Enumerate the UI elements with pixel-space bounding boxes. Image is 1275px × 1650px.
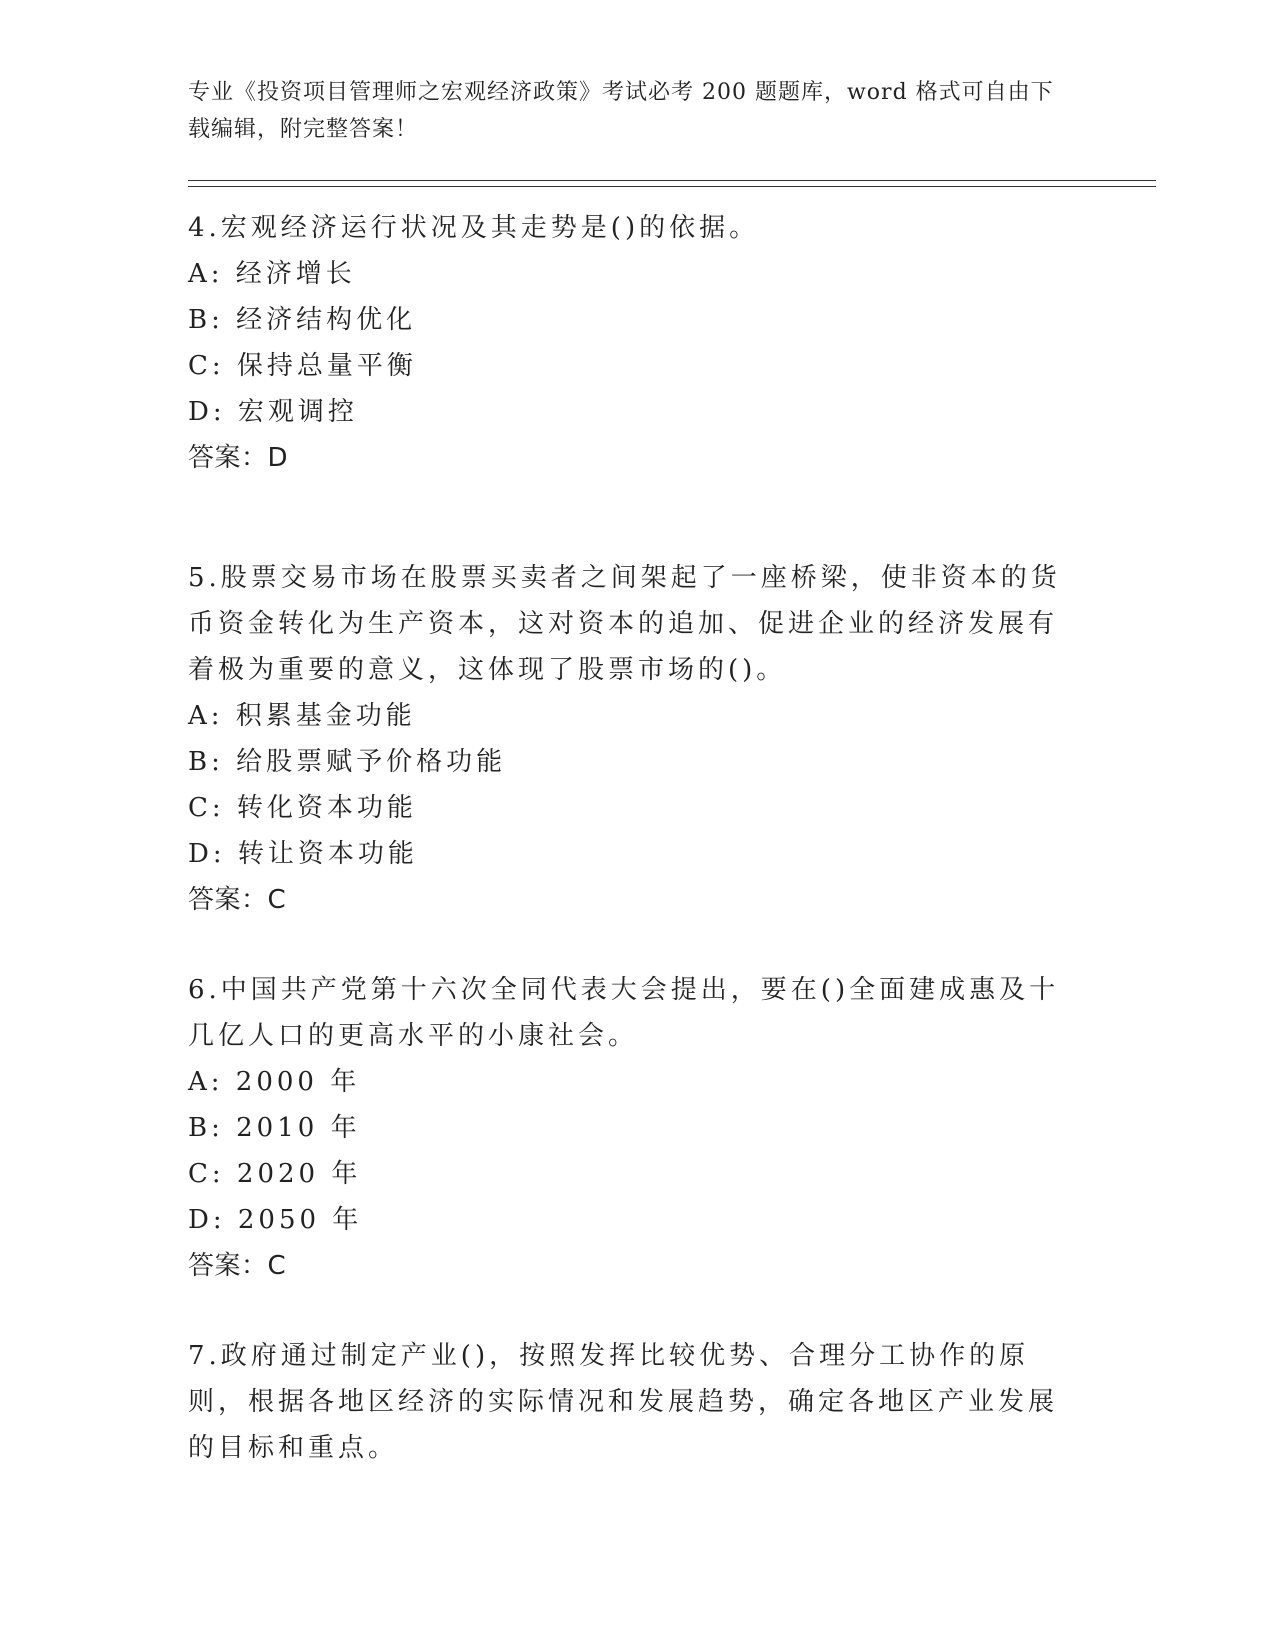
option-a: A: 积累基金功能 — [188, 701, 416, 731]
option-c: C: 2020 年 — [188, 1159, 362, 1189]
question-5 — [188, 555, 1068, 923]
option-a: A: 经济增长 — [188, 259, 356, 289]
answer-line: 答案：C — [188, 885, 287, 915]
option-b: B: 给股票赋予价格功能 — [188, 747, 507, 777]
option-a: A: 2000 年 — [188, 1067, 361, 1097]
header-divider-top — [188, 180, 1156, 181]
option-c: C: 保持总量平衡 — [188, 351, 417, 381]
question-stem: 4.宏观经济运行状况及其走势是()的依据。 — [188, 213, 760, 243]
question-7 — [188, 1333, 1068, 1471]
question-6 — [188, 967, 1068, 1289]
answer-line: 答案：D — [188, 443, 289, 473]
document-header: 专业《投资项目管理师之宏观经济政策》考试必考 200 题题库，word 格式可自由下载编辑，附完整答案！ — [188, 80, 1054, 142]
option-d: D: 宏观调控 — [188, 397, 358, 427]
option-c: C: 转化资本功能 — [188, 793, 417, 823]
option-b: B: 经济结构优化 — [188, 305, 417, 335]
option-d: D: 2050 年 — [188, 1205, 363, 1235]
question-stem: 7.政府通过制定产业()，按照发挥比较优势、合理分工协作的原则，根据各地区经济的实际情况和发展趋势，确定各地区产业发展的目标和重点。 — [188, 1341, 1059, 1463]
option-b: B: 2010 年 — [188, 1113, 361, 1143]
header-divider-bottom — [188, 186, 1156, 187]
question-stem: 6.中国共产党第十六次全同代表大会提出，要在()全面建成惠及十几亿人口的更高水平的小康社会。 — [188, 975, 1060, 1051]
question-stem: 5.股票交易市场在股票买卖者之间架起了一座桥梁，使非资本的货币资金转化为生产资本，这对资本的追加、促进企业的经济发展有着极为重要的意义，这体现了股票市场的()。 — [188, 563, 1061, 685]
answer-line: 答案：C — [188, 1251, 287, 1281]
question-4 — [188, 205, 1068, 481]
option-d: D: 转让资本功能 — [188, 839, 418, 869]
